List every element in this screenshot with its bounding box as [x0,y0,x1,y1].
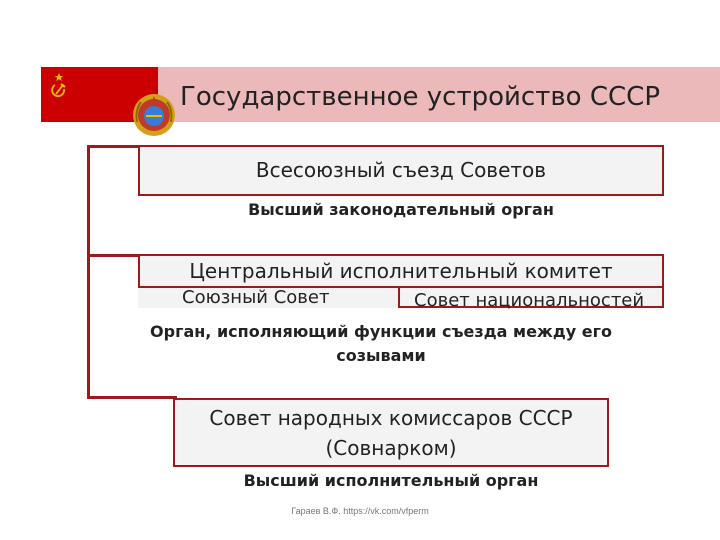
cec-box [138,254,664,288]
congress-description: Высший законодательный орган [248,200,554,219]
sovnarkom-box [173,398,609,467]
page-title: Государственное устройство СССР [180,82,660,112]
sovnarkom-description: Высший исполнительный орган [243,471,539,490]
nationalities-council-label: Совет национальностей [414,290,645,311]
congress-label: Всесоюзный съезд Советов [255,158,547,182]
hammer-sickle-icon [50,73,68,97]
author-credit: Гараев В.Ф. https://vk.com/vfperm [291,506,429,516]
ussr-coat-of-arms-icon [131,92,177,138]
cec-description: Орган, исполняющий функции съезда между его созывами [150,322,612,365]
congress-box [138,145,664,196]
connector-line-sovnarkom [87,396,177,399]
connector-line-cec [87,254,141,257]
cec-label: Центральный исполнительный комитет [189,259,613,283]
union-council-label: Союзный Совет [182,287,330,308]
connector-bracket [87,145,139,399]
sovnarkom-label: Совет народных комиссаров СССР (Совнарком) [209,406,573,460]
